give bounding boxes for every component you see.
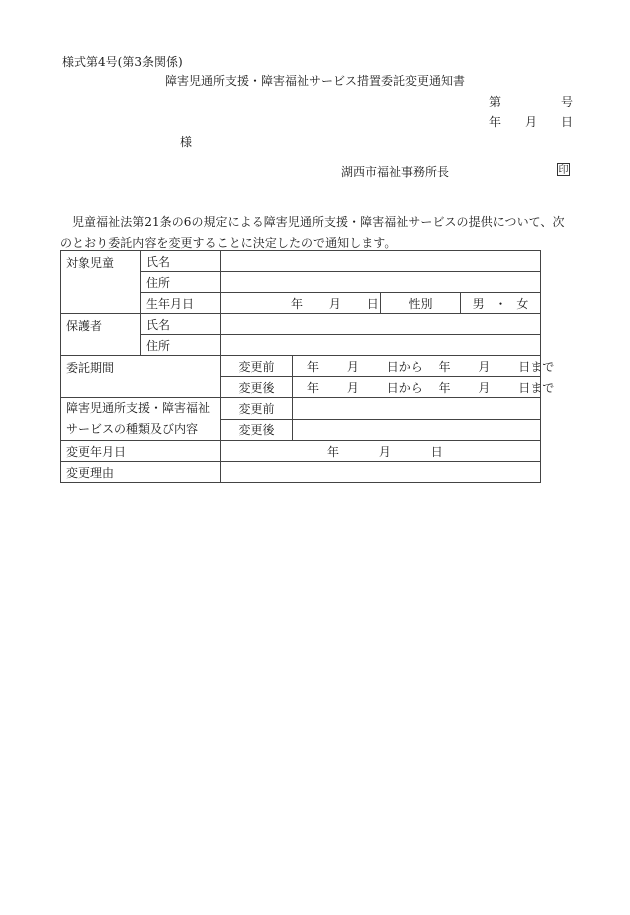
reason-field[interactable]: [221, 462, 541, 483]
notice-body-text: 児童福祉法第21条の6の規定による障害児通所支援・障害福祉サービスの提供について、次のとおり委託内容を変更することに決定したので通知します。: [60, 215, 565, 250]
reason-label: 変更理由: [61, 462, 221, 483]
period-month: 月: [346, 359, 359, 374]
table-row: [61, 462, 541, 483]
birthdate-field[interactable]: [221, 293, 381, 314]
number-prefix: 第: [489, 95, 502, 109]
birth-year: 年: [291, 296, 304, 311]
birth-month: 月: [328, 296, 341, 311]
seal-stamp: 印: [558, 165, 569, 176]
child-label: 対象児童: [61, 251, 141, 314]
gender-female: 女: [516, 296, 529, 311]
child-address-field[interactable]: [221, 272, 541, 293]
change-date-label: 変更年月日: [61, 441, 221, 462]
service-after-label: 変更後: [221, 419, 293, 441]
table-row: [61, 251, 541, 272]
period-month-end: 月: [478, 359, 491, 374]
service-before-label: 変更前: [221, 398, 293, 420]
guardian-address-label: 住所: [141, 335, 221, 356]
guardian-name-label: 氏名: [141, 314, 221, 335]
issue-day: 日: [561, 115, 574, 129]
child-name-field[interactable]: [221, 251, 541, 272]
period-label: 委託期間: [61, 356, 221, 398]
child-address-label: 住所: [141, 272, 221, 293]
issue-year: 年: [489, 115, 502, 129]
table-row: [61, 441, 541, 462]
period-year-end: 年: [438, 380, 451, 395]
number-suffix: 号: [561, 95, 574, 109]
period-year-end: 年: [438, 359, 451, 374]
period-from: 日から: [386, 380, 423, 395]
gender-male: 男: [472, 296, 485, 311]
birth-day: 日: [366, 296, 379, 311]
guardian-address-field[interactable]: [221, 335, 541, 356]
period-from: 日から: [386, 359, 423, 374]
period-after-label: 変更後: [221, 377, 293, 398]
table-row: [61, 314, 541, 335]
guardian-label: 保護者: [61, 314, 141, 356]
period-after-field[interactable]: [293, 377, 555, 398]
period-month: 月: [346, 380, 359, 395]
sender-name: 湖西市福祉事務所長: [341, 165, 450, 179]
period-month-end: 月: [478, 380, 491, 395]
service-label: 障害児通所支援・障害福祉サービスの種類及び内容: [61, 398, 221, 441]
child-name-label: 氏名: [141, 251, 221, 272]
gender-label: 性別: [381, 293, 461, 314]
table-row: [61, 398, 541, 420]
period-year: 年: [307, 380, 320, 395]
change-month: 月: [378, 444, 391, 459]
birthdate-label: 生年月日: [141, 293, 221, 314]
document-title: 障害児通所支援・障害福祉サービス措置委託変更通知書: [165, 74, 466, 88]
period-year: 年: [307, 359, 320, 374]
service-before-field[interactable]: [293, 398, 541, 420]
service-after-field[interactable]: [293, 419, 541, 441]
gender-field[interactable]: [461, 293, 541, 314]
change-day: 日: [430, 444, 443, 459]
change-year: 年: [327, 444, 340, 459]
period-before-field[interactable]: [293, 356, 555, 377]
detail-table: [60, 250, 555, 483]
period-before-label: 変更前: [221, 356, 293, 377]
period-until: 日まで: [518, 380, 555, 395]
guardian-name-field[interactable]: [221, 314, 541, 335]
addressee-suffix: 様: [180, 135, 193, 149]
form-number: 様式第4号(第3条関係): [62, 55, 183, 69]
change-date-field[interactable]: [221, 441, 541, 462]
issue-month: 月: [525, 115, 538, 129]
period-until: 日まで: [518, 359, 555, 374]
table-row: [61, 356, 541, 377]
gender-separator: ・: [494, 296, 507, 311]
